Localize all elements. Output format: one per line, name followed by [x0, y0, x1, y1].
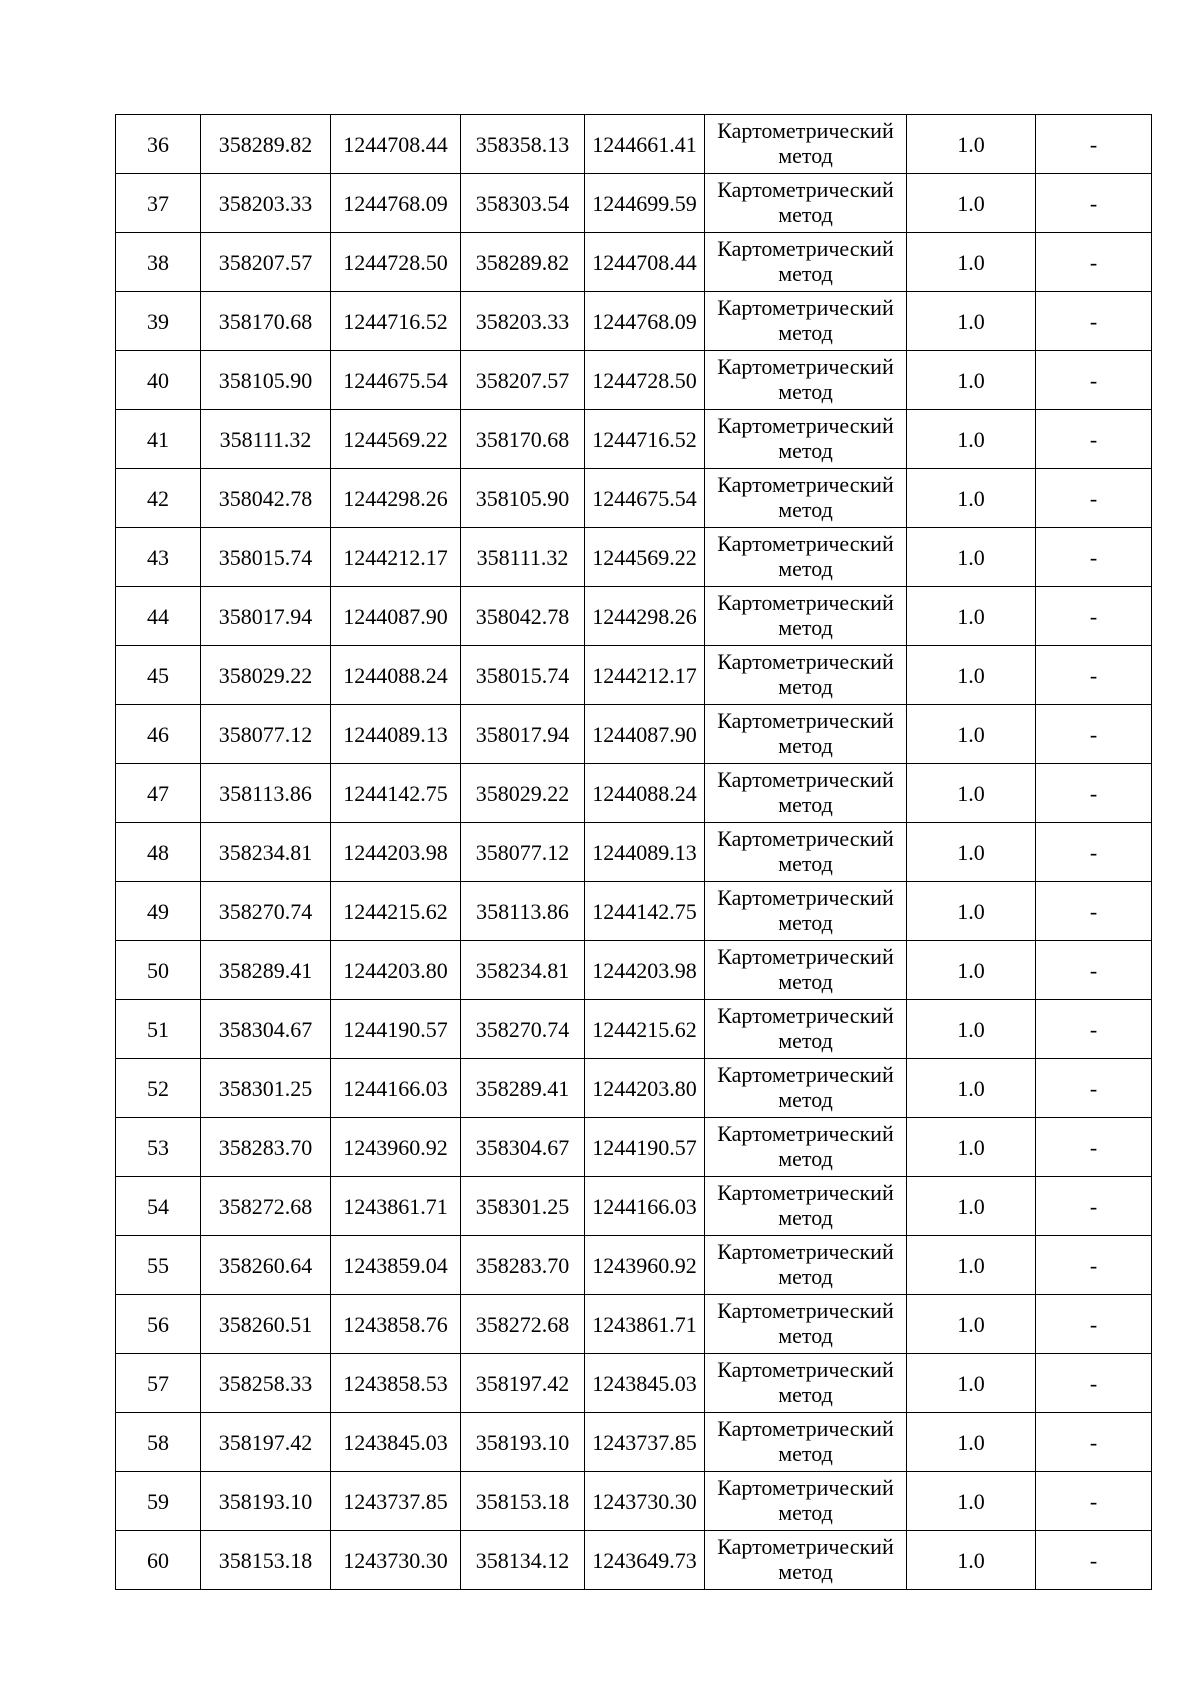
method-line-2: метод: [778, 1382, 833, 1407]
table-row: [116, 469, 1152, 528]
table-row: [116, 292, 1152, 351]
method-line-2: метод: [778, 261, 833, 286]
accuracy-cell: 1.0: [907, 882, 1036, 941]
method-line-1: Картометрический: [717, 590, 894, 615]
accuracy-cell: 1.0: [907, 587, 1036, 646]
method-line-1: Картометрический: [717, 1298, 894, 1323]
accuracy-cell: 1.0: [907, 1000, 1036, 1059]
y-coordinate-cell: 1244142.75: [331, 764, 461, 823]
point-number-cell: 40: [116, 351, 201, 410]
x-coordinate-2-cell: 358303.54: [461, 174, 585, 233]
y-coordinate-cell: 1244203.80: [331, 941, 461, 1000]
accuracy-cell: 1.0: [907, 351, 1036, 410]
table-row: [116, 705, 1152, 764]
method-cell: [705, 115, 907, 174]
point-number-cell: 55: [116, 1236, 201, 1295]
method-cell: [705, 1000, 907, 1059]
method-cell: [705, 1531, 907, 1590]
table-row: [116, 1000, 1152, 1059]
x-coordinate-2-cell: 358017.94: [461, 705, 585, 764]
x-coordinate-cell: 358170.68: [201, 292, 331, 351]
accuracy-cell: 1.0: [907, 233, 1036, 292]
table-row: [116, 882, 1152, 941]
method-line-2: метод: [778, 910, 833, 935]
accuracy-cell: 1.0: [907, 292, 1036, 351]
method-cell: [705, 469, 907, 528]
method-line-2: метод: [778, 202, 833, 227]
note-cell: -: [1036, 292, 1152, 351]
x-coordinate-2-cell: 358029.22: [461, 764, 585, 823]
method-line-2: метод: [778, 674, 833, 699]
note-cell: -: [1036, 115, 1152, 174]
method-cell: [705, 1295, 907, 1354]
y-coordinate-cell: 1243859.04: [331, 1236, 461, 1295]
x-coordinate-2-cell: 358113.86: [461, 882, 585, 941]
method-line-2: метод: [778, 1146, 833, 1171]
x-coordinate-cell: 358203.33: [201, 174, 331, 233]
method-cell: [705, 764, 907, 823]
y-coordinate-2-cell: 1244728.50: [585, 351, 705, 410]
table-row: [116, 1531, 1152, 1590]
note-cell: -: [1036, 528, 1152, 587]
y-coordinate-2-cell: 1243730.30: [585, 1472, 705, 1531]
x-coordinate-cell: 358304.67: [201, 1000, 331, 1059]
y-coordinate-2-cell: 1244142.75: [585, 882, 705, 941]
y-coordinate-cell: 1244203.98: [331, 823, 461, 882]
table-row: [116, 1413, 1152, 1472]
method-cell: [705, 705, 907, 764]
point-number-cell: 48: [116, 823, 201, 882]
accuracy-cell: 1.0: [907, 1295, 1036, 1354]
y-coordinate-cell: 1244298.26: [331, 469, 461, 528]
y-coordinate-cell: 1244716.52: [331, 292, 461, 351]
method-line-1: Картометрический: [717, 649, 894, 674]
table-row: [116, 941, 1152, 1000]
y-coordinate-2-cell: 1244203.98: [585, 941, 705, 1000]
method-line-1: Картометрический: [717, 1121, 894, 1146]
accuracy-cell: 1.0: [907, 941, 1036, 1000]
table-row: [116, 528, 1152, 587]
accuracy-cell: 1.0: [907, 528, 1036, 587]
table-row: [116, 1118, 1152, 1177]
method-line-1: Картометрический: [717, 1003, 894, 1028]
method-line-2: метод: [778, 1441, 833, 1466]
method-line-2: метод: [778, 556, 833, 581]
point-number-cell: 43: [116, 528, 201, 587]
accuracy-cell: 1.0: [907, 174, 1036, 233]
y-coordinate-2-cell: 1243845.03: [585, 1354, 705, 1413]
y-coordinate-cell: 1243730.30: [331, 1531, 461, 1590]
method-line-1: Картометрический: [717, 472, 894, 497]
y-coordinate-2-cell: 1244675.54: [585, 469, 705, 528]
accuracy-cell: 1.0: [907, 1059, 1036, 1118]
y-coordinate-cell: 1243861.71: [331, 1177, 461, 1236]
table-row: [116, 1059, 1152, 1118]
method-cell: [705, 233, 907, 292]
table-row: [116, 646, 1152, 705]
x-coordinate-cell: 358272.68: [201, 1177, 331, 1236]
y-coordinate-cell: 1244089.13: [331, 705, 461, 764]
x-coordinate-cell: 358289.82: [201, 115, 331, 174]
point-number-cell: 47: [116, 764, 201, 823]
y-coordinate-cell: 1244190.57: [331, 1000, 461, 1059]
coordinates-table: [115, 114, 1152, 1590]
table-row: [116, 587, 1152, 646]
x-coordinate-cell: 358077.12: [201, 705, 331, 764]
x-coordinate-cell: 358193.10: [201, 1472, 331, 1531]
method-line-2: метод: [778, 1323, 833, 1348]
x-coordinate-2-cell: 358111.32: [461, 528, 585, 587]
x-coordinate-cell: 358260.64: [201, 1236, 331, 1295]
accuracy-cell: 1.0: [907, 1177, 1036, 1236]
point-number-cell: 44: [116, 587, 201, 646]
method-line-2: метод: [778, 143, 833, 168]
method-line-1: Картометрический: [717, 1416, 894, 1441]
note-cell: -: [1036, 1118, 1152, 1177]
accuracy-cell: 1.0: [907, 1118, 1036, 1177]
accuracy-cell: 1.0: [907, 823, 1036, 882]
note-cell: -: [1036, 174, 1152, 233]
table-row: [116, 1236, 1152, 1295]
method-cell: [705, 1472, 907, 1531]
accuracy-cell: 1.0: [907, 646, 1036, 705]
x-coordinate-2-cell: 358197.42: [461, 1354, 585, 1413]
point-number-cell: 52: [116, 1059, 201, 1118]
x-coordinate-cell: 358029.22: [201, 646, 331, 705]
method-line-1: Картометрический: [717, 826, 894, 851]
point-number-cell: 41: [116, 410, 201, 469]
table-row: [116, 1472, 1152, 1531]
note-cell: -: [1036, 1354, 1152, 1413]
note-cell: -: [1036, 469, 1152, 528]
table-row: [116, 1295, 1152, 1354]
y-coordinate-cell: 1243858.53: [331, 1354, 461, 1413]
method-cell: [705, 528, 907, 587]
note-cell: -: [1036, 410, 1152, 469]
method-line-2: метод: [778, 379, 833, 404]
method-line-1: Картометрический: [717, 1180, 894, 1205]
note-cell: -: [1036, 646, 1152, 705]
y-coordinate-2-cell: 1244298.26: [585, 587, 705, 646]
y-coordinate-cell: 1244569.22: [331, 410, 461, 469]
accuracy-cell: 1.0: [907, 1531, 1036, 1590]
x-coordinate-2-cell: 358203.33: [461, 292, 585, 351]
x-coordinate-2-cell: 358042.78: [461, 587, 585, 646]
method-line-1: Картометрический: [717, 177, 894, 202]
y-coordinate-cell: 1244728.50: [331, 233, 461, 292]
method-line-1: Картометрический: [717, 1475, 894, 1500]
table-row: [116, 174, 1152, 233]
point-number-cell: 51: [116, 1000, 201, 1059]
y-coordinate-cell: 1243737.85: [331, 1472, 461, 1531]
method-line-1: Картометрический: [717, 1357, 894, 1382]
y-coordinate-2-cell: 1244699.59: [585, 174, 705, 233]
point-number-cell: 45: [116, 646, 201, 705]
method-line-1: Картометрический: [717, 1062, 894, 1087]
x-coordinate-cell: 358234.81: [201, 823, 331, 882]
method-line-2: метод: [778, 969, 833, 994]
accuracy-cell: 1.0: [907, 115, 1036, 174]
x-coordinate-2-cell: 358270.74: [461, 1000, 585, 1059]
accuracy-cell: 1.0: [907, 1236, 1036, 1295]
y-coordinate-2-cell: 1244215.62: [585, 1000, 705, 1059]
method-line-2: метод: [778, 851, 833, 876]
table-row: [116, 1177, 1152, 1236]
note-cell: -: [1036, 233, 1152, 292]
method-line-2: метод: [778, 438, 833, 463]
note-cell: -: [1036, 705, 1152, 764]
point-number-cell: 38: [116, 233, 201, 292]
method-cell: [705, 410, 907, 469]
method-line-1: Картометрический: [717, 295, 894, 320]
note-cell: -: [1036, 1059, 1152, 1118]
point-number-cell: 53: [116, 1118, 201, 1177]
method-cell: [705, 351, 907, 410]
method-cell: [705, 646, 907, 705]
y-coordinate-cell: 1243845.03: [331, 1413, 461, 1472]
point-number-cell: 36: [116, 115, 201, 174]
y-coordinate-2-cell: 1244212.17: [585, 646, 705, 705]
x-coordinate-2-cell: 358358.13: [461, 115, 585, 174]
y-coordinate-2-cell: 1244661.41: [585, 115, 705, 174]
method-cell: [705, 1236, 907, 1295]
accuracy-cell: 1.0: [907, 1354, 1036, 1413]
y-coordinate-2-cell: 1244768.09: [585, 292, 705, 351]
method-line-1: Картометрический: [717, 708, 894, 733]
method-line-1: Картометрический: [717, 885, 894, 910]
point-number-cell: 58: [116, 1413, 201, 1472]
table-body: [116, 115, 1152, 1590]
method-cell: [705, 882, 907, 941]
method-line-1: Картометрический: [717, 767, 894, 792]
method-line-1: Картометрический: [717, 354, 894, 379]
point-number-cell: 46: [116, 705, 201, 764]
point-number-cell: 59: [116, 1472, 201, 1531]
x-coordinate-2-cell: 358153.18: [461, 1472, 585, 1531]
accuracy-cell: 1.0: [907, 469, 1036, 528]
table-row: [116, 823, 1152, 882]
x-coordinate-2-cell: 358304.67: [461, 1118, 585, 1177]
x-coordinate-cell: 358197.42: [201, 1413, 331, 1472]
x-coordinate-cell: 358042.78: [201, 469, 331, 528]
y-coordinate-2-cell: 1244166.03: [585, 1177, 705, 1236]
point-number-cell: 39: [116, 292, 201, 351]
y-coordinate-cell: 1243960.92: [331, 1118, 461, 1177]
note-cell: -: [1036, 823, 1152, 882]
method-cell: [705, 1354, 907, 1413]
note-cell: -: [1036, 1236, 1152, 1295]
note-cell: -: [1036, 1177, 1152, 1236]
x-coordinate-2-cell: 358193.10: [461, 1413, 585, 1472]
x-coordinate-2-cell: 358077.12: [461, 823, 585, 882]
x-coordinate-cell: 358153.18: [201, 1531, 331, 1590]
method-line-2: метод: [778, 1264, 833, 1289]
x-coordinate-2-cell: 358134.12: [461, 1531, 585, 1590]
x-coordinate-cell: 358289.41: [201, 941, 331, 1000]
x-coordinate-cell: 358017.94: [201, 587, 331, 646]
accuracy-cell: 1.0: [907, 1413, 1036, 1472]
point-number-cell: 56: [116, 1295, 201, 1354]
y-coordinate-2-cell: 1244569.22: [585, 528, 705, 587]
method-cell: [705, 292, 907, 351]
method-cell: [705, 823, 907, 882]
note-cell: -: [1036, 1413, 1152, 1472]
y-coordinate-cell: 1244215.62: [331, 882, 461, 941]
point-number-cell: 57: [116, 1354, 201, 1413]
x-coordinate-cell: 358111.32: [201, 410, 331, 469]
method-line-1: Картометрический: [717, 413, 894, 438]
x-coordinate-cell: 358258.33: [201, 1354, 331, 1413]
y-coordinate-cell: 1244675.54: [331, 351, 461, 410]
x-coordinate-2-cell: 358207.57: [461, 351, 585, 410]
table-row: [116, 410, 1152, 469]
x-coordinate-cell: 358113.86: [201, 764, 331, 823]
accuracy-cell: 1.0: [907, 1472, 1036, 1531]
method-line-1: Картометрический: [717, 531, 894, 556]
method-line-2: метод: [778, 497, 833, 522]
method-line-1: Картометрический: [717, 1534, 894, 1559]
note-cell: -: [1036, 1472, 1152, 1531]
x-coordinate-cell: 358207.57: [201, 233, 331, 292]
x-coordinate-2-cell: 358301.25: [461, 1177, 585, 1236]
method-line-2: метод: [778, 792, 833, 817]
method-line-1: Картометрический: [717, 944, 894, 969]
x-coordinate-2-cell: 358170.68: [461, 410, 585, 469]
method-line-1: Картометрический: [717, 1239, 894, 1264]
y-coordinate-2-cell: 1244203.80: [585, 1059, 705, 1118]
x-coordinate-2-cell: 358272.68: [461, 1295, 585, 1354]
note-cell: -: [1036, 587, 1152, 646]
y-coordinate-cell: 1244768.09: [331, 174, 461, 233]
note-cell: -: [1036, 1000, 1152, 1059]
y-coordinate-cell: 1244708.44: [331, 115, 461, 174]
accuracy-cell: 1.0: [907, 705, 1036, 764]
method-cell: [705, 587, 907, 646]
x-coordinate-2-cell: 358015.74: [461, 646, 585, 705]
x-coordinate-cell: 358301.25: [201, 1059, 331, 1118]
y-coordinate-cell: 1244212.17: [331, 528, 461, 587]
method-line-2: метод: [778, 615, 833, 640]
x-coordinate-2-cell: 358105.90: [461, 469, 585, 528]
method-line-2: метод: [778, 1500, 833, 1525]
table-row: [116, 233, 1152, 292]
method-cell: [705, 1177, 907, 1236]
y-coordinate-cell: 1243858.76: [331, 1295, 461, 1354]
y-coordinate-2-cell: 1244089.13: [585, 823, 705, 882]
method-cell: [705, 941, 907, 1000]
x-coordinate-cell: 358105.90: [201, 351, 331, 410]
y-coordinate-cell: 1244087.90: [331, 587, 461, 646]
y-coordinate-2-cell: 1244087.90: [585, 705, 705, 764]
table-row: [116, 764, 1152, 823]
method-line-2: метод: [778, 1028, 833, 1053]
table-row: [116, 351, 1152, 410]
method-line-2: метод: [778, 320, 833, 345]
x-coordinate-2-cell: 358234.81: [461, 941, 585, 1000]
point-number-cell: 37: [116, 174, 201, 233]
x-coordinate-2-cell: 358289.41: [461, 1059, 585, 1118]
method-line-2: метод: [778, 1559, 833, 1584]
y-coordinate-2-cell: 1243649.73: [585, 1531, 705, 1590]
method-line-2: метод: [778, 733, 833, 758]
method-line-1: Картометрический: [717, 236, 894, 261]
x-coordinate-cell: 358270.74: [201, 882, 331, 941]
y-coordinate-2-cell: 1243960.92: [585, 1236, 705, 1295]
y-coordinate-2-cell: 1243861.71: [585, 1295, 705, 1354]
method-cell: [705, 1118, 907, 1177]
y-coordinate-2-cell: 1244190.57: [585, 1118, 705, 1177]
note-cell: -: [1036, 1295, 1152, 1354]
table-row: [116, 115, 1152, 174]
method-line-2: метод: [778, 1087, 833, 1112]
method-cell: [705, 1413, 907, 1472]
x-coordinate-cell: 358015.74: [201, 528, 331, 587]
point-number-cell: 49: [116, 882, 201, 941]
y-coordinate-2-cell: 1243737.85: [585, 1413, 705, 1472]
accuracy-cell: 1.0: [907, 410, 1036, 469]
y-coordinate-cell: 1244088.24: [331, 646, 461, 705]
y-coordinate-2-cell: 1244708.44: [585, 233, 705, 292]
table-row: [116, 1354, 1152, 1413]
x-coordinate-2-cell: 358289.82: [461, 233, 585, 292]
x-coordinate-cell: 358283.70: [201, 1118, 331, 1177]
method-cell: [705, 174, 907, 233]
note-cell: -: [1036, 1531, 1152, 1590]
x-coordinate-cell: 358260.51: [201, 1295, 331, 1354]
note-cell: -: [1036, 351, 1152, 410]
y-coordinate-2-cell: 1244716.52: [585, 410, 705, 469]
note-cell: -: [1036, 882, 1152, 941]
note-cell: -: [1036, 764, 1152, 823]
note-cell: -: [1036, 941, 1152, 1000]
point-number-cell: 60: [116, 1531, 201, 1590]
method-line-2: метод: [778, 1205, 833, 1230]
point-number-cell: 54: [116, 1177, 201, 1236]
y-coordinate-cell: 1244166.03: [331, 1059, 461, 1118]
x-coordinate-2-cell: 358283.70: [461, 1236, 585, 1295]
point-number-cell: 42: [116, 469, 201, 528]
point-number-cell: 50: [116, 941, 201, 1000]
method-line-1: Картометрический: [717, 118, 894, 143]
accuracy-cell: 1.0: [907, 764, 1036, 823]
method-cell: [705, 1059, 907, 1118]
y-coordinate-2-cell: 1244088.24: [585, 764, 705, 823]
